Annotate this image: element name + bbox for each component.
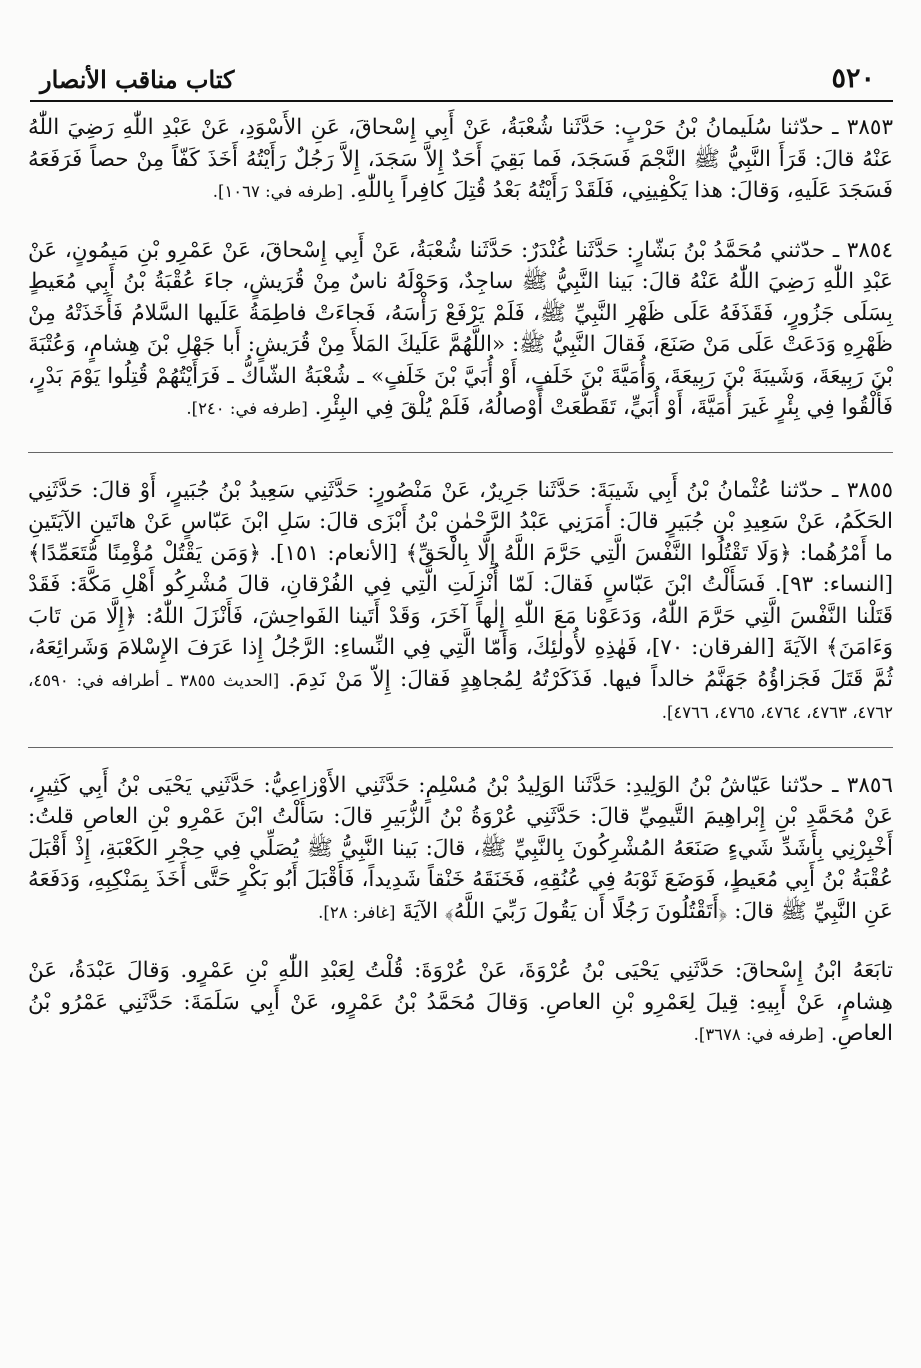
page-header <box>30 60 893 102</box>
cross-reference: [طرفه في: ٢٤٠]. <box>186 399 308 418</box>
section-divider <box>28 452 893 453</box>
page-number: ٥٢٠ <box>831 63 875 94</box>
running-title: كتاب مناقب الأنصار <box>40 65 235 94</box>
hadith-text: ٣٨٥٦ ـ حدّثنا عَيّاشُ بْنُ الوَلِيدِ: حَدَّثَنا الوَلِيدُ بْنُ مُسْلِمٍ: حَدَّثَنِي الأَوْزاعِيُّ: حَدَّثَنِي يَحْيَى بْنُ أَبِي كَثِيرٍ، عَنْ مُحَمَّدِ بْنِ إِبْراهِيمَ التَّيمِيِّ قالَ: حَدَّثَنِي عُرْوَةُ بْنُ الزُّبَيرِ قالَ: سَأَلْتُ ابْنَ عَمْرِو بْنِ العاصِ قلتُ: أَخْبِرْنِي بِأَشَدِّ شَيءٍ صَنَعَهُ المُشْرِكُونَ بِالنَّبِيِّ ﷺ، قالَ: بَينا النَّبِيُّ ﷺ يُصَلِّي فِي حِجْرِ الكَعْبَةِ، إِذْ أَقْبَلَ عُقْبَةُ بْنُ أَبِي مُعَيطٍ، فَوَضَعَ ثَوْبَهُ فِي عُنُقِهِ، فَخَنَقَهُ خَنْقاً شَدِيداً، فَأَقْبَلَ أَبُو بَكْرٍ حَتَّى أَخَذَ بِمَنْكِبِهِ، وَدَفَعَهُ عَنِ النَّبِيِّ ﷺ قالَ: ﴿أَتَقْتُلُونَ رَجُلًا أَن يَقُولَ رَبِّيَ اللَّهُ﴾ الآيَةَ <box>28 772 893 924</box>
section-divider <box>28 747 893 748</box>
hadith-text: ٣٨٥٤ ـ حدّثني مُحَمَّدُ بْنُ بَشّارٍ: حَدَّثَنا غُنْدَرٌ: حَدَّثَنا شُعْبَةُ، عَنْ أَبِي إِسْحاقَ، عَنْ عَمْرِو بْنِ مَيمُونٍ، عَنْ عَبْدِ اللّٰهِ رَضِيَ اللّٰهُ عَنْهُ قالَ: بَينا النَّبِيُّ ﷺ ساجِدٌ، وَحَوْلَهُ ناسٌ مِنْ قُرَيشٍ، جاءَ عُقْبَةُ بْنُ أَبِي مُعَيطٍ بِسَلَى جَزُورٍ، فَقَذَفَهُ عَلَى ظَهْرِ النَّبِيِّ ﷺ، فَلَمْ يَرْفَعْ رَأْسَهُ، فَجاءَتْ فاطِمَةُ عَلَيها السَّلامُ فَأَخَذَتْهُ مِنْ ظَهْرِهِ وَدَعَتْ عَلَى مَنْ صَنَعَ، فَقالَ النَّبِيُّ ﷺ: «اللَّهُمَّ عَلَيكَ المَلأَ مِنْ قُرَيشٍ: أَبا جَهْلِ بْنَ هِشامٍ، وَعُتْبَةَ بْنَ رَبِيعَةَ، وَشَيبَةَ بْنَ رَبِيعَةَ، وَأُمَيَّةَ بْنَ خَلَفٍ، أَوْ أُبَيَّ بْنَ خَلَفٍ» ـ شُعْبَةُ الشّاكُّ ـ فَرَأَيْتُهُمْ قُتِلُوا يَوْمَ بَدْرٍ، فَأُلْقُوا فِي بِئْرٍ غَيرَ أُمَيَّةَ، أَوْ أُبَيٍّ، تَقَطَّعَتْ أَوْصالُهُ، فَلَمْ يُلْقَ فِي البِئْرِ. <box>28 237 893 420</box>
cross-reference: [طرفه في: ١٠٦٧]. <box>212 182 343 201</box>
hadith-3856-mutabaa <box>28 955 893 1051</box>
hadith-3853 <box>28 112 893 208</box>
hadith-3856 <box>28 770 893 929</box>
hadith-text: ٣٨٥٥ ـ حدّثنا عُثْمانُ بْنُ أَبِي شَيبَةَ: حَدَّثَنا جَرِيرٌ، عَنْ مَنْصُورٍ: حَدَّثَنِي سَعِيدُ بْنُ جُبَيرٍ، أَوْ قالَ: حَدَّثَنِي الحَكَمُ، عَنْ سَعِيدِ بْنِ جُبَيرٍ قالَ: أَمَرَنِي عَبْدُ الرَّحْمٰنِ بْنُ أَبْزَى قالَ: سَلِ ابْنَ عَبّاسٍ عَنْ هاتَينِ الآيَتَينِ ما أَمْرُهُما: ﴿وَلَا تَقْتُلُوا النَّفْسَ الَّتِي حَرَّمَ اللَّهُ إِلَّا بِالْحَقِّ﴾ [الأنعام: ١٥١]. ﴿وَمَن يَقْتُلْ مُؤْمِنًا مُّتَعَمِّدًا﴾ [النساء: ٩٣]. فَسَأَلْتُ ابْنَ عَبّاسٍ فَقالَ: لَمّا أُنْزِلَتِ الَّتِي فِي الفُرْقانِ، قالَ مُشْرِكُو أَهْلِ مَكَّةَ: فَقَدْ قَتَلْنا النَّفْسَ الَّتِي حَرَّمَ اللّٰهُ، وَدَعَوْنا مَعَ اللّٰهِ إِلٰهاً آخَرَ، وَقَدْ أَتَينا الفَواحِشَ، فَأَنْزَلَ اللّٰهُ: ﴿إِلَّا مَن تَابَ وَءَامَنَ﴾ الآيَةَ [الفرقان: ٧٠]، فَهٰذِهِ لأُولٰئِكَ، وَأَمّا الَّتِي فِي النِّساءِ: الرَّجُلُ إِذا عَرَفَ الإِسْلامَ وَشَرائِعَهُ، ثُمَّ قَتَلَ فَجَزاؤُهُ جَهَنَّمُ خالداً فيها. فَذَكَرْتُهُ لِمُجاهِدٍ فَقالَ: إِلاّ مَنْ نَدِمَ. <box>28 477 893 692</box>
hadith-text: ٣٨٥٣ ـ حدّثنا سُلَيمانُ بْنُ حَرْبٍ: حَدَّثَنا شُعْبَةُ، عَنْ أَبِي إِسْحاقَ، عَنِ الأَسْوَدِ، عَنْ عَبْدِ اللّٰهِ رَضِيَ اللّٰهُ عَنْهُ قالَ: قَرَأَ النَّبِيُّ ﷺ النَّجْمَ فَسَجَدَ، فَما بَقِيَ أَحَدٌ إِلاَّ سَجَدَ، إِلاَّ رَجُلٌ رَأَيْتُهُ أَخَذَ كَفّاً مِنْ حصاً فَرَفَعَهُ فَسَجَدَ عَلَيهِ، وَقالَ: هذا يَكْفِينِي، فَلَقَدْ رَأَيْتُهُ بَعْدُ قُتِلَ كافِراً بِاللّٰهِ. <box>28 115 893 203</box>
cross-reference: [طرفه في: ٣٦٧٨]. <box>693 1025 824 1044</box>
hadith-text: تابَعَهُ ابْنُ إِسْحاقَ: حَدَّثَنِي يَحْيَى بْنُ عُرْوَةَ، عَنْ عُرْوَةَ: قُلْتُ لِعَبْدِ اللّٰهِ بْنِ عَمْرٍو. وَقالَ عَبْدَةُ، عَنْ هِشامٍ، عَنْ أَبِيهِ: قِيلَ لِعَمْرِو بْنِ العاصِ. وَقالَ مُحَمَّدُ بْنُ عَمْرٍو، عَنْ أَبِي سَلَمَةَ: حَدَّثَنِي عَمْرُو بْنُ العاصِ. <box>28 958 893 1046</box>
cross-reference: [غافر: ٢٨]. <box>318 902 396 922</box>
hadith-3854 <box>28 235 893 425</box>
hadith-3855 <box>28 475 893 729</box>
cross-reference: [الحديث ٣٨٥٥ ـ أطرافه في: ٤٥٩٠، ٤٧٦٢، ٤٧٦٣، ٤٧٦٤، ٤٧٦٥، ٤٧٦٦]. <box>28 670 893 722</box>
page-body <box>28 112 893 1348</box>
